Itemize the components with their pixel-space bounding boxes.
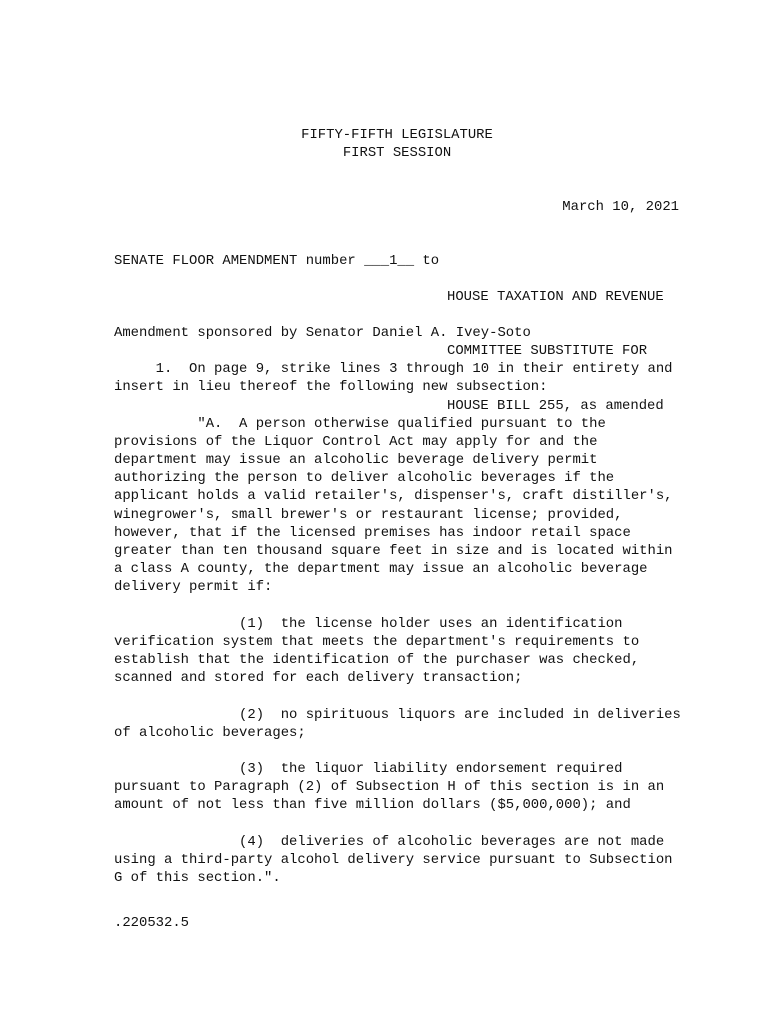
amendment-date: March 10, 2021 — [562, 199, 679, 215]
amended-bill-title-line: COMMITTEE SUBSTITUTE FOR — [447, 343, 648, 360]
document-code: .220532.5 — [114, 915, 190, 931]
legislature-heading: FIFTY-FIFTH LEGISLATURE — [301, 127, 493, 143]
paragraph-2-line: (2) no spirituous liquors are included in deliveries — [114, 707, 681, 723]
session-heading: FIRST SESSION — [342, 145, 452, 161]
paragraph-3-line: pursuant to Paragraph (2) of Subsection H of this section is in an — [114, 779, 665, 795]
instruction-line: 1. On page 9, strike lines 3 through 10 in their entirety and — [114, 361, 673, 377]
paragraph-1-line: scanned and stored for each delivery transaction; — [114, 670, 523, 686]
paragraph-3-line: amount of not less than five million dollars ($5,000,000); and — [114, 797, 631, 813]
amended-bill-title-line: HOUSE TAXATION AND REVENUE — [447, 289, 664, 306]
paragraph-1-line: establish that the identification of the purchaser was checked, — [114, 652, 640, 668]
subsection-a-line: authorizing the person to deliver alcoholic beverages if the — [114, 470, 615, 486]
subsection-a-line: "A. A person otherwise qualified pursuant to the — [114, 416, 606, 432]
subsection-a-line: a class A county, the department may issue an alcoholic beverage — [114, 561, 648, 577]
amendment-number-line: SENATE FLOOR AMENDMENT number ___1__ to — [114, 253, 440, 269]
subsection-a-line: greater than ten thousand square feet in size and is located within — [114, 543, 673, 559]
paragraph-4-line: using a third-party alcohol delivery service pursuant to Subsection — [114, 852, 673, 868]
subsection-a-line: however, that if the licensed premises has indoor retail space — [114, 525, 631, 541]
subsection-a-line: provisions of the Liquor Control Act may apply for and the — [114, 434, 598, 450]
subsection-a-line: delivery permit if: — [114, 579, 273, 595]
instruction-line: insert in lieu thereof the following new subsection: — [114, 379, 548, 395]
subsection-a-line: applicant holds a valid retailer's, dispenser's, craft distiller's, — [114, 488, 673, 504]
paragraph-3-line: (3) the liquor liability endorsement required — [114, 761, 623, 777]
subsection-a-line: department may issue an alcoholic beverage delivery permit — [114, 452, 598, 468]
paragraph-4-line: G of this section.". — [114, 870, 281, 886]
paragraph-1-line: (1) the license holder uses an identification — [114, 616, 623, 632]
sponsor-line: Amendment sponsored by Senator Daniel A. Ivey-Soto — [114, 325, 531, 341]
amended-bill-title-line: HOUSE BILL 255, as amended — [447, 397, 664, 414]
paragraph-2-line: of alcoholic beverages; — [114, 725, 306, 741]
paragraph-1-line: verification system that meets the department's requirements to — [114, 634, 640, 650]
subsection-a-line: winegrower's, small brewer's or restaurant license; provided, — [114, 507, 623, 523]
paragraph-4-line: (4) deliveries of alcoholic beverages are not made — [114, 834, 665, 850]
